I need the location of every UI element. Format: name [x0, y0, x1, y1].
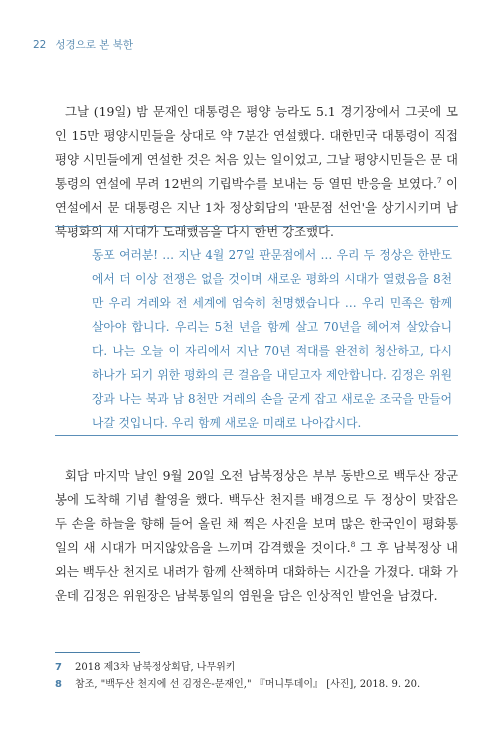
body-paragraph-1 [55, 100, 458, 244]
paragraph-text: 그 후 남북정상 내외는 백두산 천지로 내려가 함께 산책하며 대화하는 시간을 가졌다. 대화 가운데 김정은 위원장은 남북통일의 염원을 담은 인상적인 발언을 남겼다. [55, 540, 458, 603]
footnote-7 [55, 659, 465, 676]
footnote-number: 8 [55, 679, 62, 690]
footnote-text: 참조, "백두산 천지에 선 김정은-문재인," 『머니투데이』 [사진], 2018. 9. 20. [75, 679, 421, 690]
footnote-number: 7 [55, 662, 62, 673]
running-header [33, 37, 133, 52]
footnote-divider [55, 652, 140, 653]
page-number: 22 [33, 39, 47, 51]
paragraph-text: 그날 (19일) 밤 문재인 대통령은 평양 능라도 5.1 경기장에서 그곳에 모인 15만 평양시민들을 상대로 약 7분간 연설했다. 대한민국 대통령이 직접 평양 시민들에게 연설한 것은 처음 있는 일이었고, 그날 평양시민들은 문 대통령의 연설에 무려 12번의 기립박수를 보내는 등 열띤 반응을 보였다. [55, 104, 458, 191]
paragraph-text: 이 연설에서 문 대통령은 지난 1차 정상회담의 '판문점 선언'을 상기시키며 남북평화의 새 시대가 도래했음을 다시 한번 강조했다. [55, 176, 458, 239]
paragraph-text: 회담 마지막 날인 9월 20일 오전 남북정상은 부부 동반으로 백두산 장군봉에 도착해 기념 촬영을 했다. 백두산 천지를 배경으로 두 정상이 맞잡은 두 손을 하늘을 향해 들어 올린 채 찍은 사진을 보며 많은 한국인이 평화통일의 새 시대가 머지않았음을 느끼며 감격했을 것이다. [55, 468, 458, 555]
speech-quote: 동포 여러분! … 지난 4월 27일 판문점에서 … 우리 두 정상은 한반도에서 더 이상 전쟁은 없을 것이며 새로운 평화의 시대가 열렸음을 8천만 우리 겨레와 전 세계에 엄숙히 천명했습니다 … 우리 민족은 함께 살아야 합니다. 우리는 5천 년을 함께 살고 70년을 헤어져 살았습니다. 나는 오늘 이 자리에서 지난 70년 적대를 완전히 청산하고, 다시 하나가 되기 위한 평화의 큰 걸음을 내딛고자 제안합니다. 김정은 위원장과 나는 북과 남 8천만 겨레의 손을 굳게 잡고 새로운 조국을 만들어 나갈 것입니다. 우리 함께 새로운 미래로 나아갑시다. [92, 248, 453, 430]
footnote-8 [55, 676, 465, 693]
footnote-ref-8[interactable]: 8 [350, 539, 356, 549]
body-paragraph-2 [55, 464, 458, 608]
book-title: 성경으로 본 북한 [55, 39, 134, 51]
footnotes [55, 659, 465, 693]
footnote-text: 2018 제3차 남북정상회담, 나무위키 [75, 662, 236, 673]
footnote-ref-7[interactable]: 7 [436, 175, 442, 185]
